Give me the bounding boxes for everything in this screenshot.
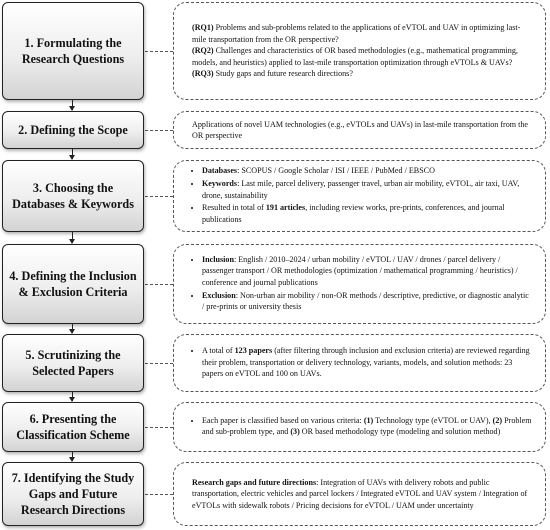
databases-label: Databases xyxy=(202,166,238,176)
rq3-text xyxy=(192,68,533,79)
rq3-body: Study gaps and future research directions? xyxy=(213,69,353,79)
arrow-4-5 xyxy=(72,324,73,333)
step-5-label: 5. Scrutinizing the Selected Papers xyxy=(25,347,121,378)
rq1-body: Problems and sub-problems related to the applications of eVTOL and UAV in optimizing last-mile transportation from the OR perspective? xyxy=(192,23,521,44)
inclusion-label: Inclusion xyxy=(202,254,234,264)
connector-7 xyxy=(145,494,173,495)
keywords-label: Keywords xyxy=(202,179,238,189)
step-3-box xyxy=(2,160,144,232)
results-count: 191 articles xyxy=(265,203,306,213)
results-pre: Resulted in total of xyxy=(202,203,266,213)
databases-text: : SCOPUS / Google Scholar / ISI / IEEE / PubMed / EBSCO xyxy=(237,166,435,176)
results-post: , including review works, pre-prints, conferences, and journal publications xyxy=(202,203,505,224)
classification-part-1: Each paper is classified based on various criteria: xyxy=(202,415,364,425)
step-4-label: 4. Defining the Inclusion & Exclusion Criteria xyxy=(9,268,137,299)
step-2-label: 2. Defining the Scope xyxy=(18,122,128,137)
connector-2 xyxy=(145,130,173,131)
step-2-box xyxy=(2,111,144,149)
connector-5 xyxy=(145,363,173,364)
scrutiny-pre: A total of xyxy=(202,346,235,356)
results-item xyxy=(202,202,533,225)
scrutiny-box xyxy=(173,334,546,392)
connector-4 xyxy=(145,284,173,285)
exclusion-text: : Non-urban air mobility / non-OR methods / descriptive, predictive, or diagnostic analytic / pre-prints or university thesis xyxy=(202,290,529,312)
exclusion-item xyxy=(202,290,533,313)
gaps-box xyxy=(173,462,546,526)
scrutiny-item xyxy=(202,345,533,379)
classification-item xyxy=(202,415,533,438)
arrow-3-4 xyxy=(72,232,73,243)
step-7-label: 7. Identifying the Study Gaps and Future Research Directions xyxy=(11,470,135,518)
classification-part-2: Technology type (eVTOL or UAV), xyxy=(373,415,493,425)
gaps-body: : Integration of UAVs with delivery robots and public transportation, electric vehicles and parcel lockers / Integrated eVTOL and UAV system / Integration of eVTOLs with sidewalk robots / Pricing decisions for eVTOL / UAM under uncertainty xyxy=(192,477,528,510)
keywords-item xyxy=(202,178,533,201)
gaps-label: Research gaps and future directions xyxy=(192,477,317,487)
research-questions-box xyxy=(173,2,546,100)
criteria-box xyxy=(173,244,546,324)
rq2-tag: (RQ2) xyxy=(192,46,214,56)
classification-part-4: OR based methodology type (modeling and solution method) xyxy=(299,427,501,437)
classification-num-2: (2) xyxy=(492,415,503,425)
inclusion-text: : English / 2010–2024 / urban mobility / eVTOL / UAV / drones / parcel delivery / passenger transport / OR methodologies (optimization / mathematical programming / heuristics) / conference and journal publications xyxy=(202,254,518,287)
step-7-box xyxy=(2,462,144,526)
classification-num-3: (3) xyxy=(290,427,300,437)
connector-3 xyxy=(145,196,173,197)
step-4-box xyxy=(2,244,144,324)
rq2-text xyxy=(192,45,533,68)
rq1-text xyxy=(192,22,533,45)
rq2-body: Challenges and characteristics of OR based methodologies (e.g., mathematical programming, models, and heuristics) applied to last-mile transportation optimization through eVTOLs & UAVs? xyxy=(192,46,518,67)
inclusion-item xyxy=(202,254,533,288)
connector-1 xyxy=(145,51,173,52)
step-1-label: 1. Formulating the Research Questions xyxy=(21,35,125,66)
step-6-box xyxy=(2,402,144,452)
databases-box xyxy=(173,160,546,232)
arrow-5-6 xyxy=(72,392,73,401)
arrow-1-2 xyxy=(72,100,73,110)
classification-box xyxy=(173,402,546,452)
step-5-box xyxy=(2,334,144,392)
arrow-6-7 xyxy=(72,452,73,461)
scope-text: Applications of novel UAM technologies (e.g., eVTOLs and UAVs) in last-mile transportation from the OR perspective xyxy=(192,119,528,140)
arrow-2-3 xyxy=(72,149,73,159)
scrutiny-count: 123 papers xyxy=(234,346,273,356)
databases-item xyxy=(202,165,533,176)
scope-box xyxy=(173,111,546,149)
step-1-box xyxy=(2,2,144,100)
connector-6 xyxy=(145,427,173,428)
step-3-label: 3. Choosing the Databases & Keywords xyxy=(12,180,134,211)
rq3-tag: (RQ3) xyxy=(192,69,214,79)
classification-num-1: (1) xyxy=(363,415,374,425)
gaps-text xyxy=(192,477,533,511)
exclusion-label: Exclusion xyxy=(202,290,236,300)
step-6-label: 6. Presenting the Classification Scheme xyxy=(16,411,130,442)
keywords-text: : Last mile, parcel delivery, passenger travel, urban air mobility, eVTOL, air taxi, UAV, drone, sustainability xyxy=(202,179,520,200)
scrutiny-post: (after filtering through inclusion and exclusion criteria) are reviewed regarding their problem, transportation or delivery technology, variants, models, and solution methods: 23 papers on eVTOL and 100 on UAVs. xyxy=(202,346,530,378)
rq1-tag: (RQ1) xyxy=(192,23,214,33)
classification-part-3: Problem and sub-problem type, and xyxy=(202,415,532,437)
